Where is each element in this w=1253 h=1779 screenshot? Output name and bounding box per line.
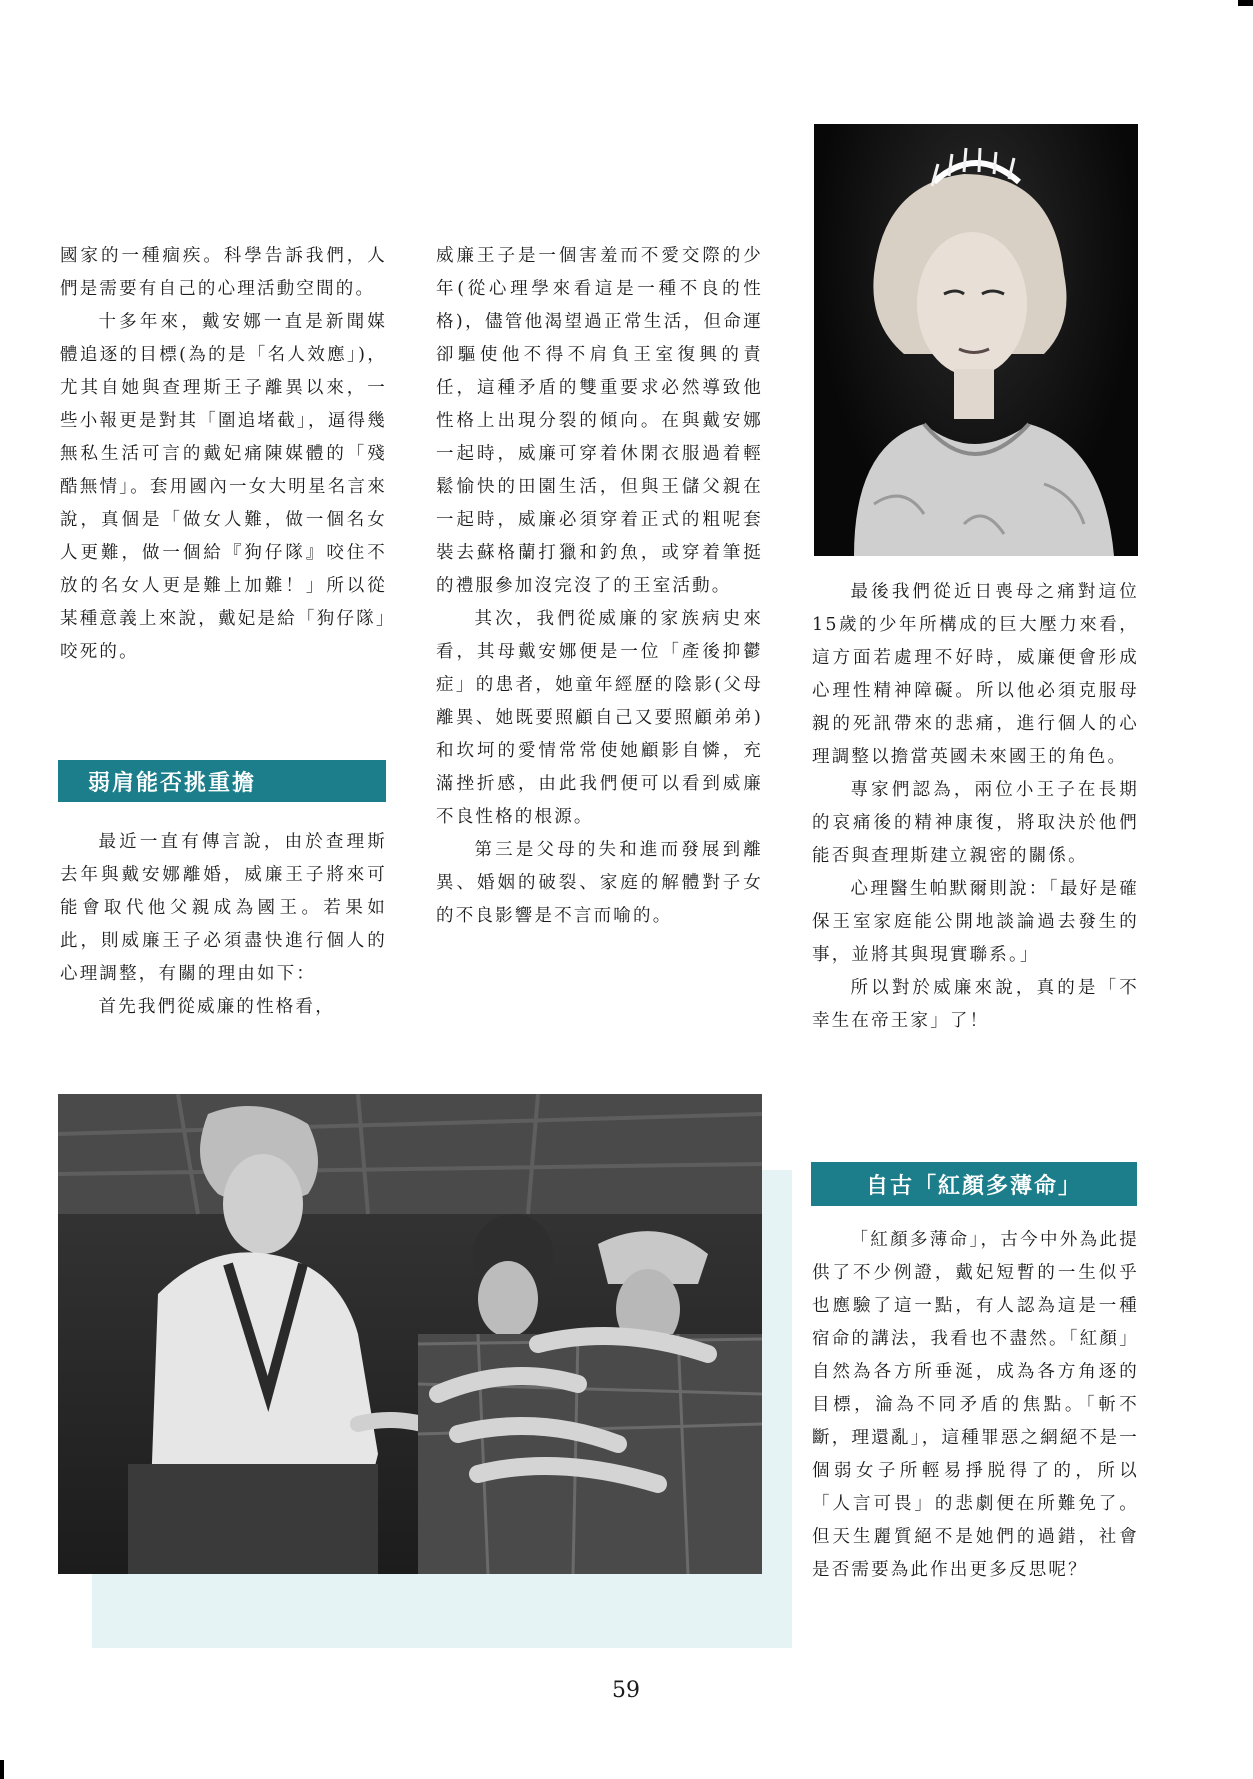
column-3-top <box>812 576 1139 1038</box>
scan-edge-mark-top-right <box>1238 0 1253 6</box>
column-1-top <box>60 240 387 669</box>
column-3-bottom <box>812 1224 1139 1587</box>
column-2 <box>436 240 763 933</box>
page-number: 59 <box>612 1678 640 1703</box>
paragraph: 十多年來，戴安娜一直是新聞媒體追逐的目標(為的是「名人效應」)，尤其自她與查理斯王子離異以來，一些小報更是對其「圍追堵截」，逼得幾無私生活可言的戴妃痛陳媒體的「殘酷無情」。套用國內一女大明星名言來說，真個是「做女人難，做一個名女人更難，做一個給『狗仔隊』咬住不放的名女人更是難上加難！」所以從某種意義上來說，戴妃是給「狗仔隊」咬死的。 <box>60 312 387 662</box>
paragraph: 專家們認為，兩位小王子在長期的哀痛後的精神康復，將取決於他們能否與查理斯建立親密的關係。 <box>812 780 1139 866</box>
paragraph: 最近一直有傳言說，由於查理斯去年與戴安娜離婚，威廉王子將來可能會取代他父親成為國王。若果如此，則威廉王子必須盡快進行個人的心理調整，有關的理由如下： <box>60 832 387 984</box>
section-heading-beauty-fate: 自古「紅顏多薄命」 <box>811 1162 1137 1206</box>
paragraph: 國家的一種痼疾。科學告訴我們，人們是需要有自己的心理活動空間的。 <box>60 246 387 299</box>
paragraph: 首先我們從威廉的性格看， <box>98 997 335 1017</box>
section-heading-weak-shoulders: 弱肩能否挑重擔 <box>58 760 386 802</box>
portrait-photo-illustration <box>814 124 1138 556</box>
paragraph: 最後我們從近日喪母之痛對這位15歲的少年所構成的巨大壓力來看，這方面若處理不好時，威廉便會形成心理性精神障礙。所以他必須克服母親的死訊帶來的悲痛，進行個人的心理調整以擔當英國未來國王的角色。 <box>812 582 1139 767</box>
crowd-handshake-photo <box>58 1094 762 1574</box>
paragraph: 第三是父母的失和進而發展到離異、婚姻的破裂、家庭的解體對子女的不良影響是不言而喻的。 <box>436 840 763 926</box>
column-1-bottom <box>60 826 387 1024</box>
paragraph: 其次，我們從威廉的家族病史來看，其母戴安娜便是一位「產後抑鬱症」的患者，她童年經歷的陰影(父母離異、她既要照顧自己又要照顧弟弟)和坎坷的愛情常常使她顧影自憐，充滿挫折感，由此我們便可以看到威廉不良性格的根源。 <box>436 609 763 827</box>
paragraph: 「紅顏多薄命」，古今中外為此提供了不少例證，戴妃短暫的一生似乎也應驗了這一點，有人認為這是一種宿命的講法，我看也不盡然。「紅顏」自然為各方所垂涎，成為各方角逐的目標，淪為不同矛盾的焦點。「斬不斷，理還亂」，這種罪惡之網絕不是一個弱女子所輕易掙脱得了的，所以「人言可畏」的悲劇便在所難免了。但天生麗質絕不是她們的過錯，社會是否需要為此作出更多反思呢？ <box>812 1230 1139 1580</box>
paragraph: 威廉王子是一個害羞而不愛交際的少年(從心理學來看這是一種不良的性格)，儘管他渴望過正常生活，但命運卻驅使他不得不肩負王室復興的責任，這種矛盾的雙重要求必然導致他性格上出現分裂的傾向。在與戴安娜一起時，威廉可穿着休閑衣服過着輕鬆愉快的田園生活，但與王儲父親在一起時，威廉必須穿着正式的粗呢套裝去蘇格蘭打獵和釣魚，或穿着筆挺的禮服參加沒完沒了的王室活動。 <box>436 246 763 596</box>
portrait-photo <box>814 124 1138 556</box>
paragraph: 所以對於威廉來說，真的是「不幸生在帝王家」了！ <box>812 978 1139 1031</box>
scan-edge-mark-bottom-left <box>0 1760 4 1779</box>
paragraph: 心理醫生帕默爾則說：「最好是確保王室家庭能公開地談論過去發生的事，並將其與現實聯系。」 <box>812 879 1139 965</box>
crowd-handshake-photo-illustration <box>58 1094 762 1574</box>
